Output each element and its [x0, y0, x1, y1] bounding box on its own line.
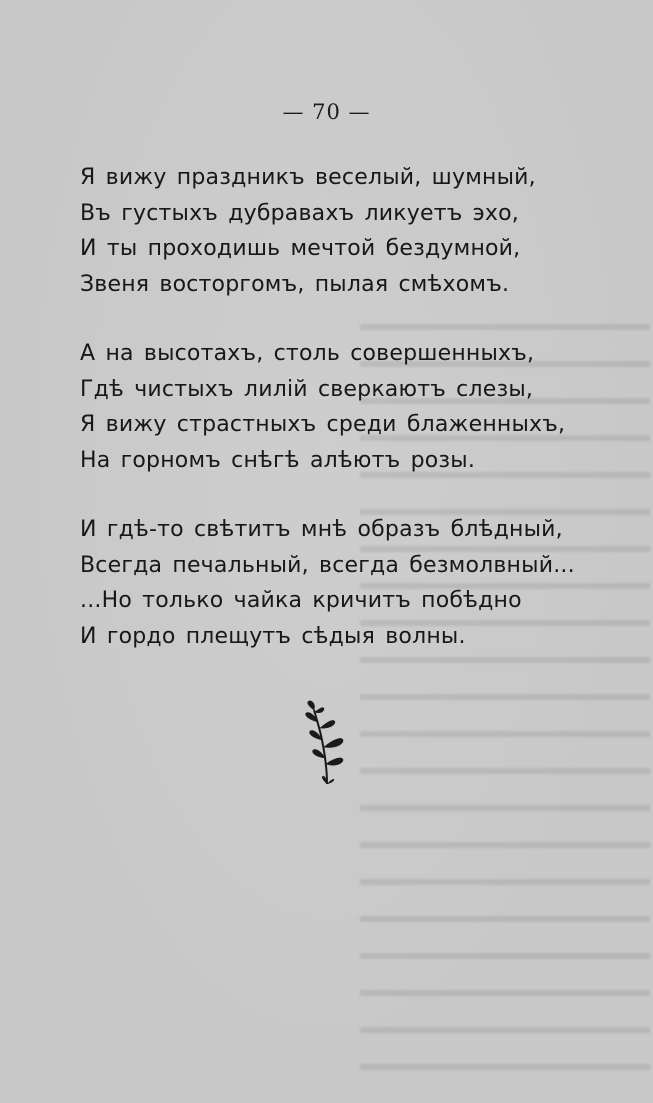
stanza-3: [80, 512, 620, 654]
stanza-1: [80, 160, 620, 302]
flower-sprig-icon: [300, 700, 350, 786]
poem-line: Гдѣ чистыхъ лилій сверкаютъ слезы,: [80, 376, 534, 402]
poem-line: Я вижу праздникъ веселый, шумный,: [80, 165, 536, 190]
poem-line: Всегда печальный, всегда безмолвный...: [80, 552, 575, 578]
poem-line: И гдѣ-то свѣтитъ мнѣ образъ блѣдный,: [80, 517, 563, 542]
poem-line: А на высотахъ, столь совершенныхъ,: [80, 341, 535, 366]
poem-line: И гордо плещутъ сѣдыя волны.: [80, 623, 466, 649]
poem-line: ...Но только чайка кричитъ побѣдно: [80, 588, 522, 613]
poem-line: На горномъ снѣгѣ алѣютъ розы.: [80, 447, 476, 473]
poem-line: Въ густыхъ дубравахъ ликуетъ эхо,: [80, 200, 519, 226]
poem-line: И ты проходишь мечтой бездумной,: [80, 236, 521, 261]
poem-line: Звеня восторгомъ, пылая смѣхомъ.: [80, 271, 510, 297]
poem: [80, 160, 620, 688]
stanza-2: [80, 336, 620, 478]
poem-line: Я вижу страстныхъ среди блаженныхъ,: [80, 412, 566, 437]
page-number: — 70 —: [282, 100, 371, 124]
